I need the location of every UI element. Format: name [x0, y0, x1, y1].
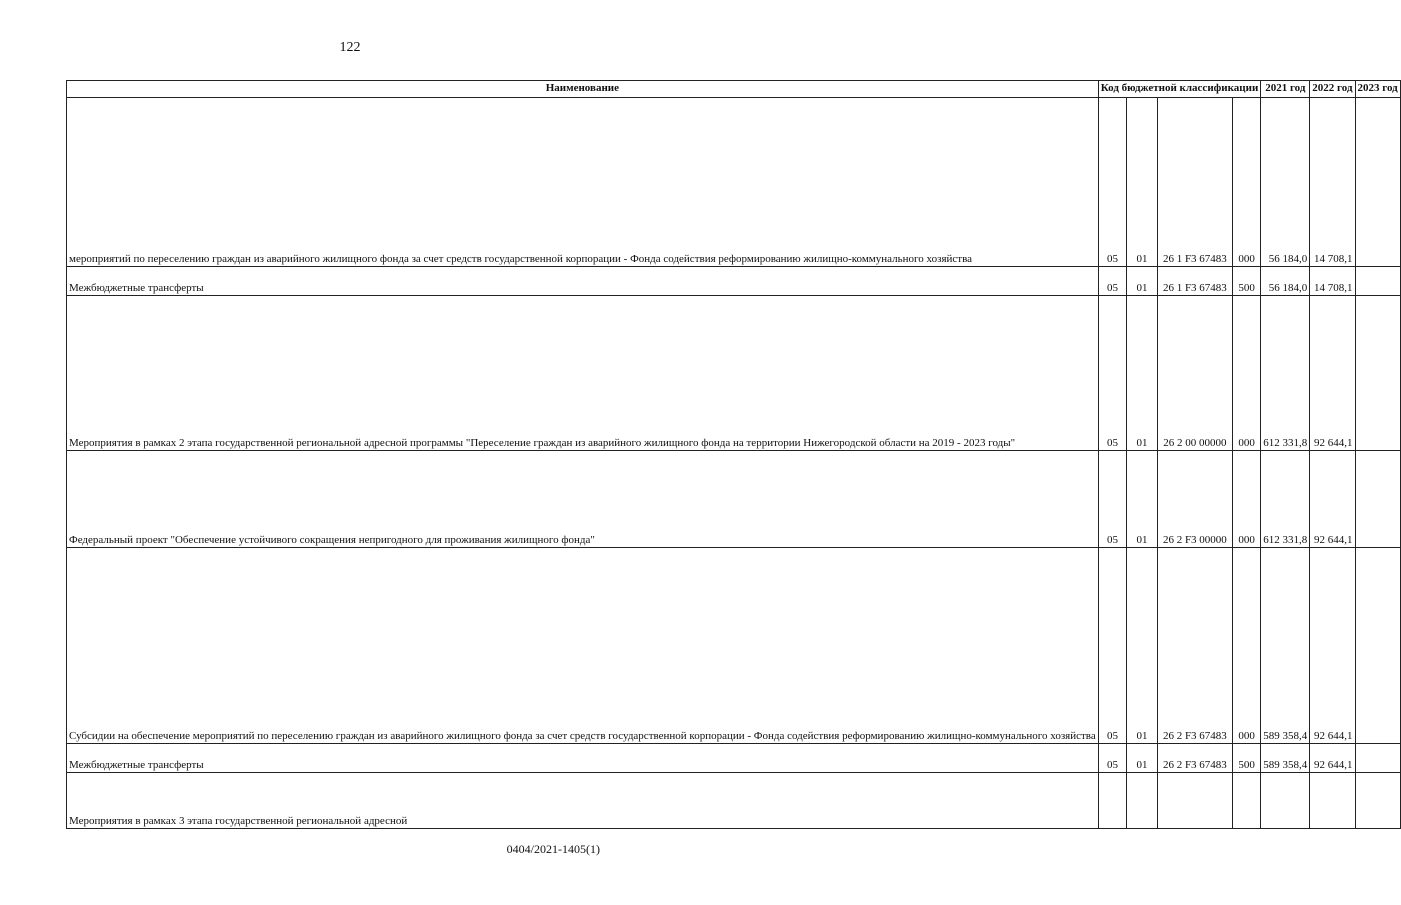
row-target-article: 26 2 00 00000 — [1157, 296, 1232, 451]
table-header-row — [67, 81, 1401, 98]
row-target-article — [1157, 773, 1232, 829]
row-amount-2022: 14 708,1 — [1310, 267, 1355, 296]
row-amount-2023 — [1355, 744, 1400, 773]
row-name: Субсидии на обеспечение мероприятий по переселению граждан из аварийного жилищного фонда за счет средств государственной корпорации - Фонда содействия реформированию жилищно-коммунального хозяйства — [67, 548, 1099, 744]
row-target-article: 26 2 F3 00000 — [1157, 451, 1232, 548]
row-target-article: 26 1 F3 67483 — [1157, 267, 1232, 296]
header-2021: 2021 год — [1261, 81, 1310, 98]
row-section: 05 — [1098, 267, 1127, 296]
row-expense-type: 000 — [1233, 451, 1261, 548]
row-target-article: 26 2 F3 67483 — [1157, 548, 1232, 744]
row-section: 05 — [1098, 451, 1127, 548]
row-amount-2021: 589 358,4 — [1261, 744, 1310, 773]
row-subsection: 01 — [1127, 548, 1157, 744]
row-amount-2023 — [1355, 548, 1400, 744]
row-subsection: 01 — [1127, 296, 1157, 451]
row-name: Мероприятия в рамках 3 этапа государственной региональной адресной — [67, 773, 1099, 829]
row-name: Межбюджетные трансферты — [67, 744, 1099, 773]
row-target-article: 26 2 F3 67483 — [1157, 744, 1232, 773]
table-row — [67, 773, 1401, 829]
row-amount-2022 — [1310, 773, 1355, 829]
row-subsection: 01 — [1127, 267, 1157, 296]
row-expense-type: 000 — [1233, 548, 1261, 744]
row-subsection: 01 — [1127, 744, 1157, 773]
row-amount-2023 — [1355, 773, 1400, 829]
table-row — [67, 296, 1401, 451]
row-target-article: 26 1 F3 67483 — [1157, 98, 1232, 267]
document-code: 0404/2021-1405(1) — [506, 842, 600, 856]
row-amount-2022: 92 644,1 — [1310, 744, 1355, 773]
row-name: Федеральный проект "Обеспечение устойчивого сокращения непригодного для проживания жилищного фонда" — [67, 451, 1099, 548]
row-amount-2021: 56 184,0 — [1261, 267, 1310, 296]
page-number: 122 — [339, 40, 361, 55]
row-subsection — [1127, 773, 1157, 829]
row-amount-2023 — [1355, 98, 1400, 267]
row-amount-2021: 56 184,0 — [1261, 98, 1310, 267]
row-expense-type: 500 — [1233, 744, 1261, 773]
table-row — [67, 548, 1401, 744]
row-section: 05 — [1098, 98, 1127, 267]
row-name: Мероприятия в рамках 2 этапа государственной региональной адресной программы "Переселение граждан из аварийного жилищного фонда на территории Нижегородской области на 2019 - 2023 годы" — [67, 296, 1099, 451]
row-expense-type: 000 — [1233, 98, 1261, 267]
row-amount-2022: 92 644,1 — [1310, 548, 1355, 744]
row-name: Межбюджетные трансферты — [67, 267, 1099, 296]
row-amount-2022: 92 644,1 — [1310, 451, 1355, 548]
header-budget-code: Код бюджетной классификации — [1098, 81, 1261, 98]
row-amount-2022: 92 644,1 — [1310, 296, 1355, 451]
row-amount-2021: 612 331,8 — [1261, 451, 1310, 548]
row-subsection: 01 — [1127, 98, 1157, 267]
row-expense-type: 500 — [1233, 267, 1261, 296]
row-section — [1098, 773, 1127, 829]
row-section: 05 — [1098, 548, 1127, 744]
row-amount-2023 — [1355, 451, 1400, 548]
budget-table — [66, 80, 1401, 829]
row-subsection: 01 — [1127, 451, 1157, 548]
table-row — [67, 267, 1401, 296]
row-amount-2021: 612 331,8 — [1261, 296, 1310, 451]
row-expense-type — [1233, 773, 1261, 829]
table-row — [67, 98, 1401, 267]
row-section: 05 — [1098, 744, 1127, 773]
row-section: 05 — [1098, 296, 1127, 451]
row-amount-2023 — [1355, 267, 1400, 296]
header-name: Наименование — [67, 81, 1099, 98]
row-amount-2022: 14 708,1 — [1310, 98, 1355, 267]
row-expense-type: 000 — [1233, 296, 1261, 451]
header-2022: 2022 год — [1310, 81, 1355, 98]
row-amount-2021 — [1261, 773, 1310, 829]
row-name: мероприятий по переселению граждан из аварийного жилищного фонда за счет средств государственной корпорации - Фонда содействия реформированию жилищно-коммунального хозяйства — [67, 98, 1099, 267]
table-row — [67, 451, 1401, 548]
table-row — [67, 744, 1401, 773]
row-amount-2023 — [1355, 296, 1400, 451]
row-amount-2021: 589 358,4 — [1261, 548, 1310, 744]
header-2023: 2023 год — [1355, 81, 1400, 98]
